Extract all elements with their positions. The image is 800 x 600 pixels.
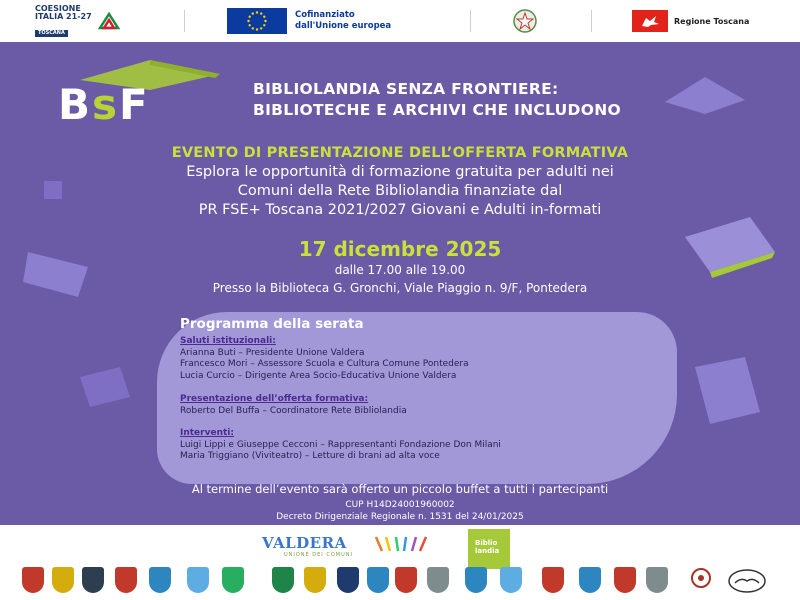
municipal-crest-icon	[22, 567, 44, 593]
book-decoration-icon	[660, 72, 750, 117]
decree-reference: Decreto Dirigenziale Regionale n. 1531 del 24/01/2025	[276, 512, 524, 522]
program-row: Luigi Lippi e Giuseppe Cecconi – Rappresentanti Fondazione Don Milani	[180, 439, 501, 450]
open-book-icon	[727, 567, 767, 595]
bibliolandia-logo	[468, 529, 510, 569]
municipal-crest-icon	[542, 567, 564, 593]
book-decoration-icon	[75, 362, 135, 412]
logo-letter-s: s	[92, 80, 120, 129]
divider	[470, 10, 471, 32]
municipal-crest-icon	[337, 567, 359, 593]
municipal-crest-icon	[272, 567, 294, 593]
bsf-logo	[58, 80, 150, 129]
logo-letter-b: B	[58, 80, 93, 129]
intro-line-2: Comuni della Rete Bibliolandia finanziate dal	[237, 182, 563, 199]
valdera-logo-text: VALDERA	[262, 534, 347, 552]
eu-line1: Cofinanziato	[295, 10, 355, 21]
eu-line2: dall'Unione europea	[295, 21, 392, 31]
program-row: Arianna Buti – Presidente Unione Valdera	[180, 347, 365, 358]
coesione-italia-logo	[35, 0, 120, 42]
divider	[184, 10, 185, 32]
cup-code: CUP H14D24001960002	[345, 500, 455, 510]
municipal-crest-icon	[222, 567, 244, 593]
municipal-crest-icon	[115, 567, 137, 593]
project-title	[253, 79, 621, 121]
program-section-greetings	[180, 336, 469, 383]
valdera-people-icon	[372, 533, 434, 555]
event-poster	[0, 42, 800, 525]
title-line-2: BIBLIOTECHE E ARCHIVI CHE INCLUDONO	[253, 100, 621, 119]
event-description	[0, 163, 800, 220]
municipal-crest-icon	[500, 567, 522, 593]
municipal-crests	[22, 567, 782, 597]
municipal-crest-icon	[646, 567, 668, 593]
municipal-crest-icon	[304, 567, 326, 593]
program-row: Roberto Del Buffa – Coordinatore Rete Bibliolandia	[180, 405, 407, 416]
program-title: Programma della serata	[180, 316, 364, 332]
municipal-crest-icon	[82, 567, 104, 593]
program-row: Maria Triggiano (Viviteatro) – Letture di brani ad alta voce	[180, 451, 440, 462]
program-row: Francesco Mori – Assessore Scuola e Cultura Comune Pontedera	[180, 359, 469, 370]
intro-line-1: Esplora le opportunità di formazione gratuita per adulti nei	[186, 164, 614, 180]
title-line-1: BIBLIOLANDIA SENZA FRONTIERE:	[253, 80, 559, 98]
municipal-crest-icon	[149, 567, 171, 593]
program-row: Lucia Curcio – Dirigente Area Socio-Educativa Unione Valdera	[180, 371, 457, 382]
regione-toscana-logo	[632, 0, 749, 42]
coesione-flag-icon	[98, 12, 120, 30]
section-heading: Saluti istituzionali:	[180, 336, 276, 346]
logo-letter-f: F	[119, 80, 150, 129]
coesione-line3: TOSCANA	[35, 30, 68, 37]
municipal-crest-icon	[52, 567, 74, 593]
intro-line-3: PR FSE+ Toscana 2021/2027 Giovani e Adulti in-formati	[198, 201, 602, 218]
bibliolandia-line2: landia	[475, 547, 500, 556]
municipal-crest-icon	[187, 567, 209, 593]
event-subtitle: EVENTO DI PRESENTAZIONE DELL’OFFERTA FORMATIVA	[171, 145, 629, 161]
partner-logo-bar	[0, 0, 800, 42]
pegasus-flag-icon	[632, 10, 668, 32]
eu-cofinanced-logo	[227, 0, 391, 42]
municipal-crest-icon	[367, 567, 389, 593]
program-section-talks	[180, 428, 501, 463]
program-section-presentation	[180, 394, 407, 417]
eu-flag-icon	[227, 8, 287, 34]
municipal-crest-icon	[427, 567, 449, 593]
municipal-crest-icon	[579, 567, 601, 593]
municipalities-logo-bar	[0, 525, 800, 600]
region-name: Regione Toscana	[674, 16, 750, 26]
municipal-crest-icon	[395, 567, 417, 593]
italian-republic-emblem	[512, 0, 538, 42]
event-date: 17 dicembre 2025	[298, 237, 502, 261]
event-location: Presso la Biblioteca G. Gronchi, Viale Piaggio n. 9/F, Pontedera	[212, 281, 588, 295]
buffet-note: Al termine dell’evento sarà offerto un piccolo buffet a tutti i partecipanti	[191, 482, 609, 496]
institute-emblem-icon	[686, 567, 716, 595]
section-heading: Presentazione dell’offerta formativa:	[180, 394, 369, 404]
book-decoration-icon	[690, 352, 770, 432]
divider	[591, 10, 592, 32]
municipal-crest-icon	[614, 567, 636, 593]
municipal-crest-icon	[465, 567, 487, 593]
coesione-line1: COESIONE	[35, 4, 81, 13]
section-heading: Interventi:	[180, 428, 234, 438]
coesione-line2: ITALIA 21-27	[35, 12, 92, 21]
italian-emblem-icon	[512, 8, 538, 34]
valdera-logo-subtitle: UNIONE DEI COMUNI	[284, 552, 353, 558]
bibliolandia-line1: Biblio	[475, 539, 498, 547]
event-time: dalle 17.00 alle 19.00	[334, 263, 466, 277]
